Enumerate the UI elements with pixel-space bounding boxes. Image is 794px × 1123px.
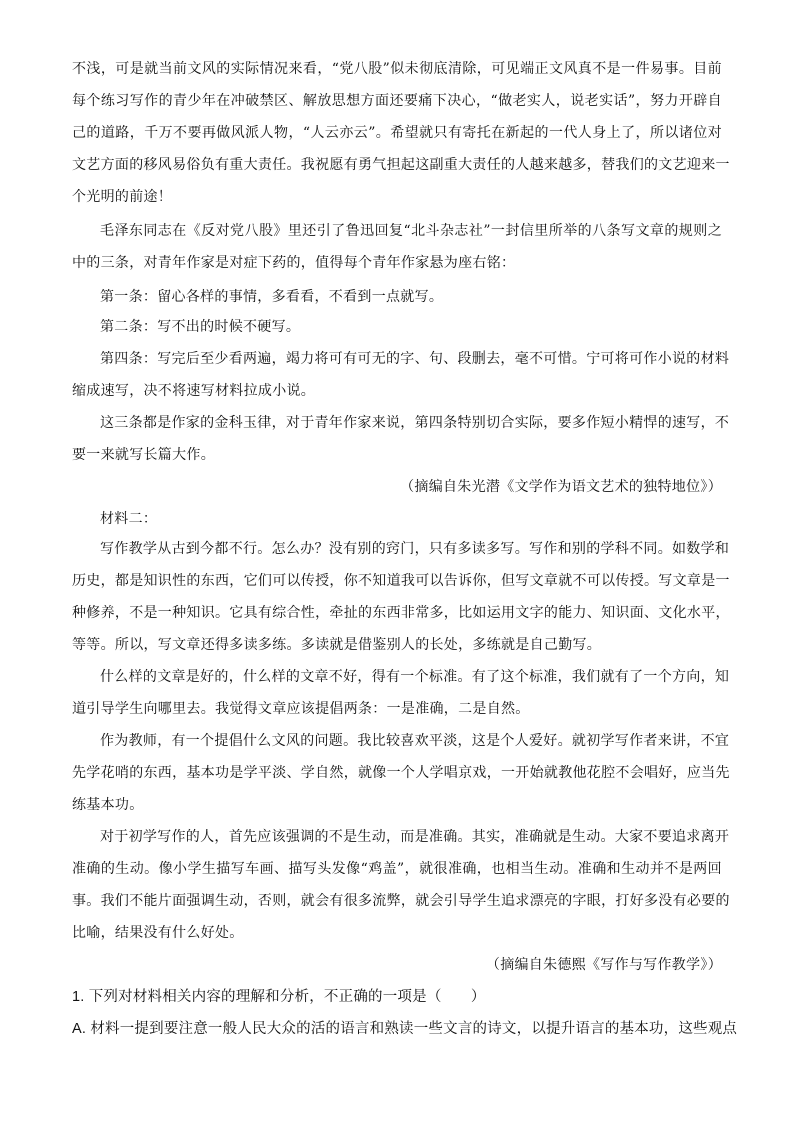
body-text-line: 缩成速写，决不将速写材料拉成小说。 bbox=[72, 383, 316, 399]
body-text-line: 比喻，结果没有什么好处。 bbox=[72, 925, 244, 941]
question-text-line: A. 材料一提到要注意一般人民大众的活的语言和熟读一些文言的诗文，以提升语言的基本功，这些观点 bbox=[72, 1021, 738, 1037]
body-text-line: 作为教师，有一个提倡什么文风的问题。我比较喜欢平淡，这是个人爱好。就初学写作者来讲，不宜 bbox=[100, 733, 730, 749]
question-text-line: 1. 下列对材料相关内容的理解和分析，不正确的一项是（ ） bbox=[72, 989, 486, 1005]
body-text-line: 己的道路，千万不要再做风派人物，“人云亦云”。希望就只有寄托在新起的一代人身上了，所以诸位对 bbox=[72, 125, 722, 141]
body-text-line: 先学花哨的东西，基本功是学平淡、学自然，就像一个人学唱京戏，一开始就教他花腔不会唱好，应当先 bbox=[72, 765, 730, 781]
body-text-line: 准确的生动。像小学生描写车画、描写头发像“鸡盖”，就很准确，也相当生动。准确和生动并不是两回 bbox=[72, 861, 722, 877]
body-text-line: 第四条：写完后至少看两遍，竭力将可有可无的字、句、段删去，毫不可惜。宁可将可作小说的材料 bbox=[100, 351, 730, 367]
body-text-line: 第一条：留心各样的事情，多看看，不看到一点就写。 bbox=[100, 289, 444, 305]
body-text-line: 写作教学从古到今都不行。怎么办？没有别的窍门，只有多读多写。写作和别的学科不同。如数学和 bbox=[100, 541, 730, 557]
body-text-line: 这三条都是作家的金科玉律，对于青年作家来说，第四条特别切合实际，要多作短小精悍的速写，不 bbox=[100, 415, 730, 431]
source-citation: （摘编自朱德熙《写作与写作教学》） bbox=[485, 957, 722, 973]
body-text-line: 材料二： bbox=[100, 511, 158, 527]
body-text-line: 种修养，不是一种知识。它具有综合性，牵扯的东西非常多，比如运用文字的能力、知识面、文化水平， bbox=[72, 605, 730, 621]
body-text-line: 什么样的文章是好的，什么样的文章不好，得有一个标准。有了这个标准，我们就有了一个方向，知 bbox=[100, 669, 730, 685]
body-text-line: 文艺方面的移风易俗负有重大责任。我祝愿有勇气担起这副重大责任的人越来越多，替我们的文艺迎来一 bbox=[72, 157, 730, 173]
body-text-line: 第二条：写不出的时候不硬写。 bbox=[100, 319, 301, 335]
body-text-line: 对于初学写作的人，首先应该强调的不是生动，而是准确。其实，准确就是生动。大家不要追求离开 bbox=[100, 829, 730, 845]
body-text-line: 不浅，可是就当前文风的实际情况来看，“党八股”似未彻底清除，可见端正文风真不是一件易事。目前 bbox=[72, 61, 722, 77]
body-text-line: 个光明的前途！ bbox=[72, 189, 173, 205]
body-text-line: 中的三条，对青年作家是对症下药的，值得每个青年作家悬为座右铭： bbox=[72, 255, 516, 271]
body-text-line: 事。我们不能片面强调生动，否则，就会有很多流弊，就会引导学生追求漂亮的字眼，打好多没有必要的 bbox=[72, 893, 730, 909]
body-text-line: 道引导学生向哪里去。我觉得文章应该提倡两条：一是准确，二是自然。 bbox=[72, 701, 530, 717]
body-text-line: 等等。所以，写文章还得多读多练。多读就是借鉴别人的长处，多练就是自己勤写。 bbox=[72, 637, 602, 653]
body-text-line: 毛泽东同志在《反对党八股》里还引了鲁迅回复“北斗杂志社”一封信里所举的八条写文章的规则之 bbox=[100, 223, 722, 239]
body-text-line: 要一来就写长篇大作。 bbox=[72, 447, 215, 463]
body-text-line: 每个练习写作的青少年在冲破禁区、解放思想方面还要痛下决心，“做老实人，说老实话”，努力开辟自 bbox=[72, 93, 722, 109]
source-citation: （摘编自朱光潜《文学作为语文艺术的独特地位》） bbox=[400, 479, 722, 495]
body-text-line: 练基本功。 bbox=[72, 797, 144, 813]
body-text-line: 历史，都是知识性的东西，它们可以传授，你不知道我可以告诉你，但写文章就不可以传授。写文章是一 bbox=[72, 573, 730, 589]
